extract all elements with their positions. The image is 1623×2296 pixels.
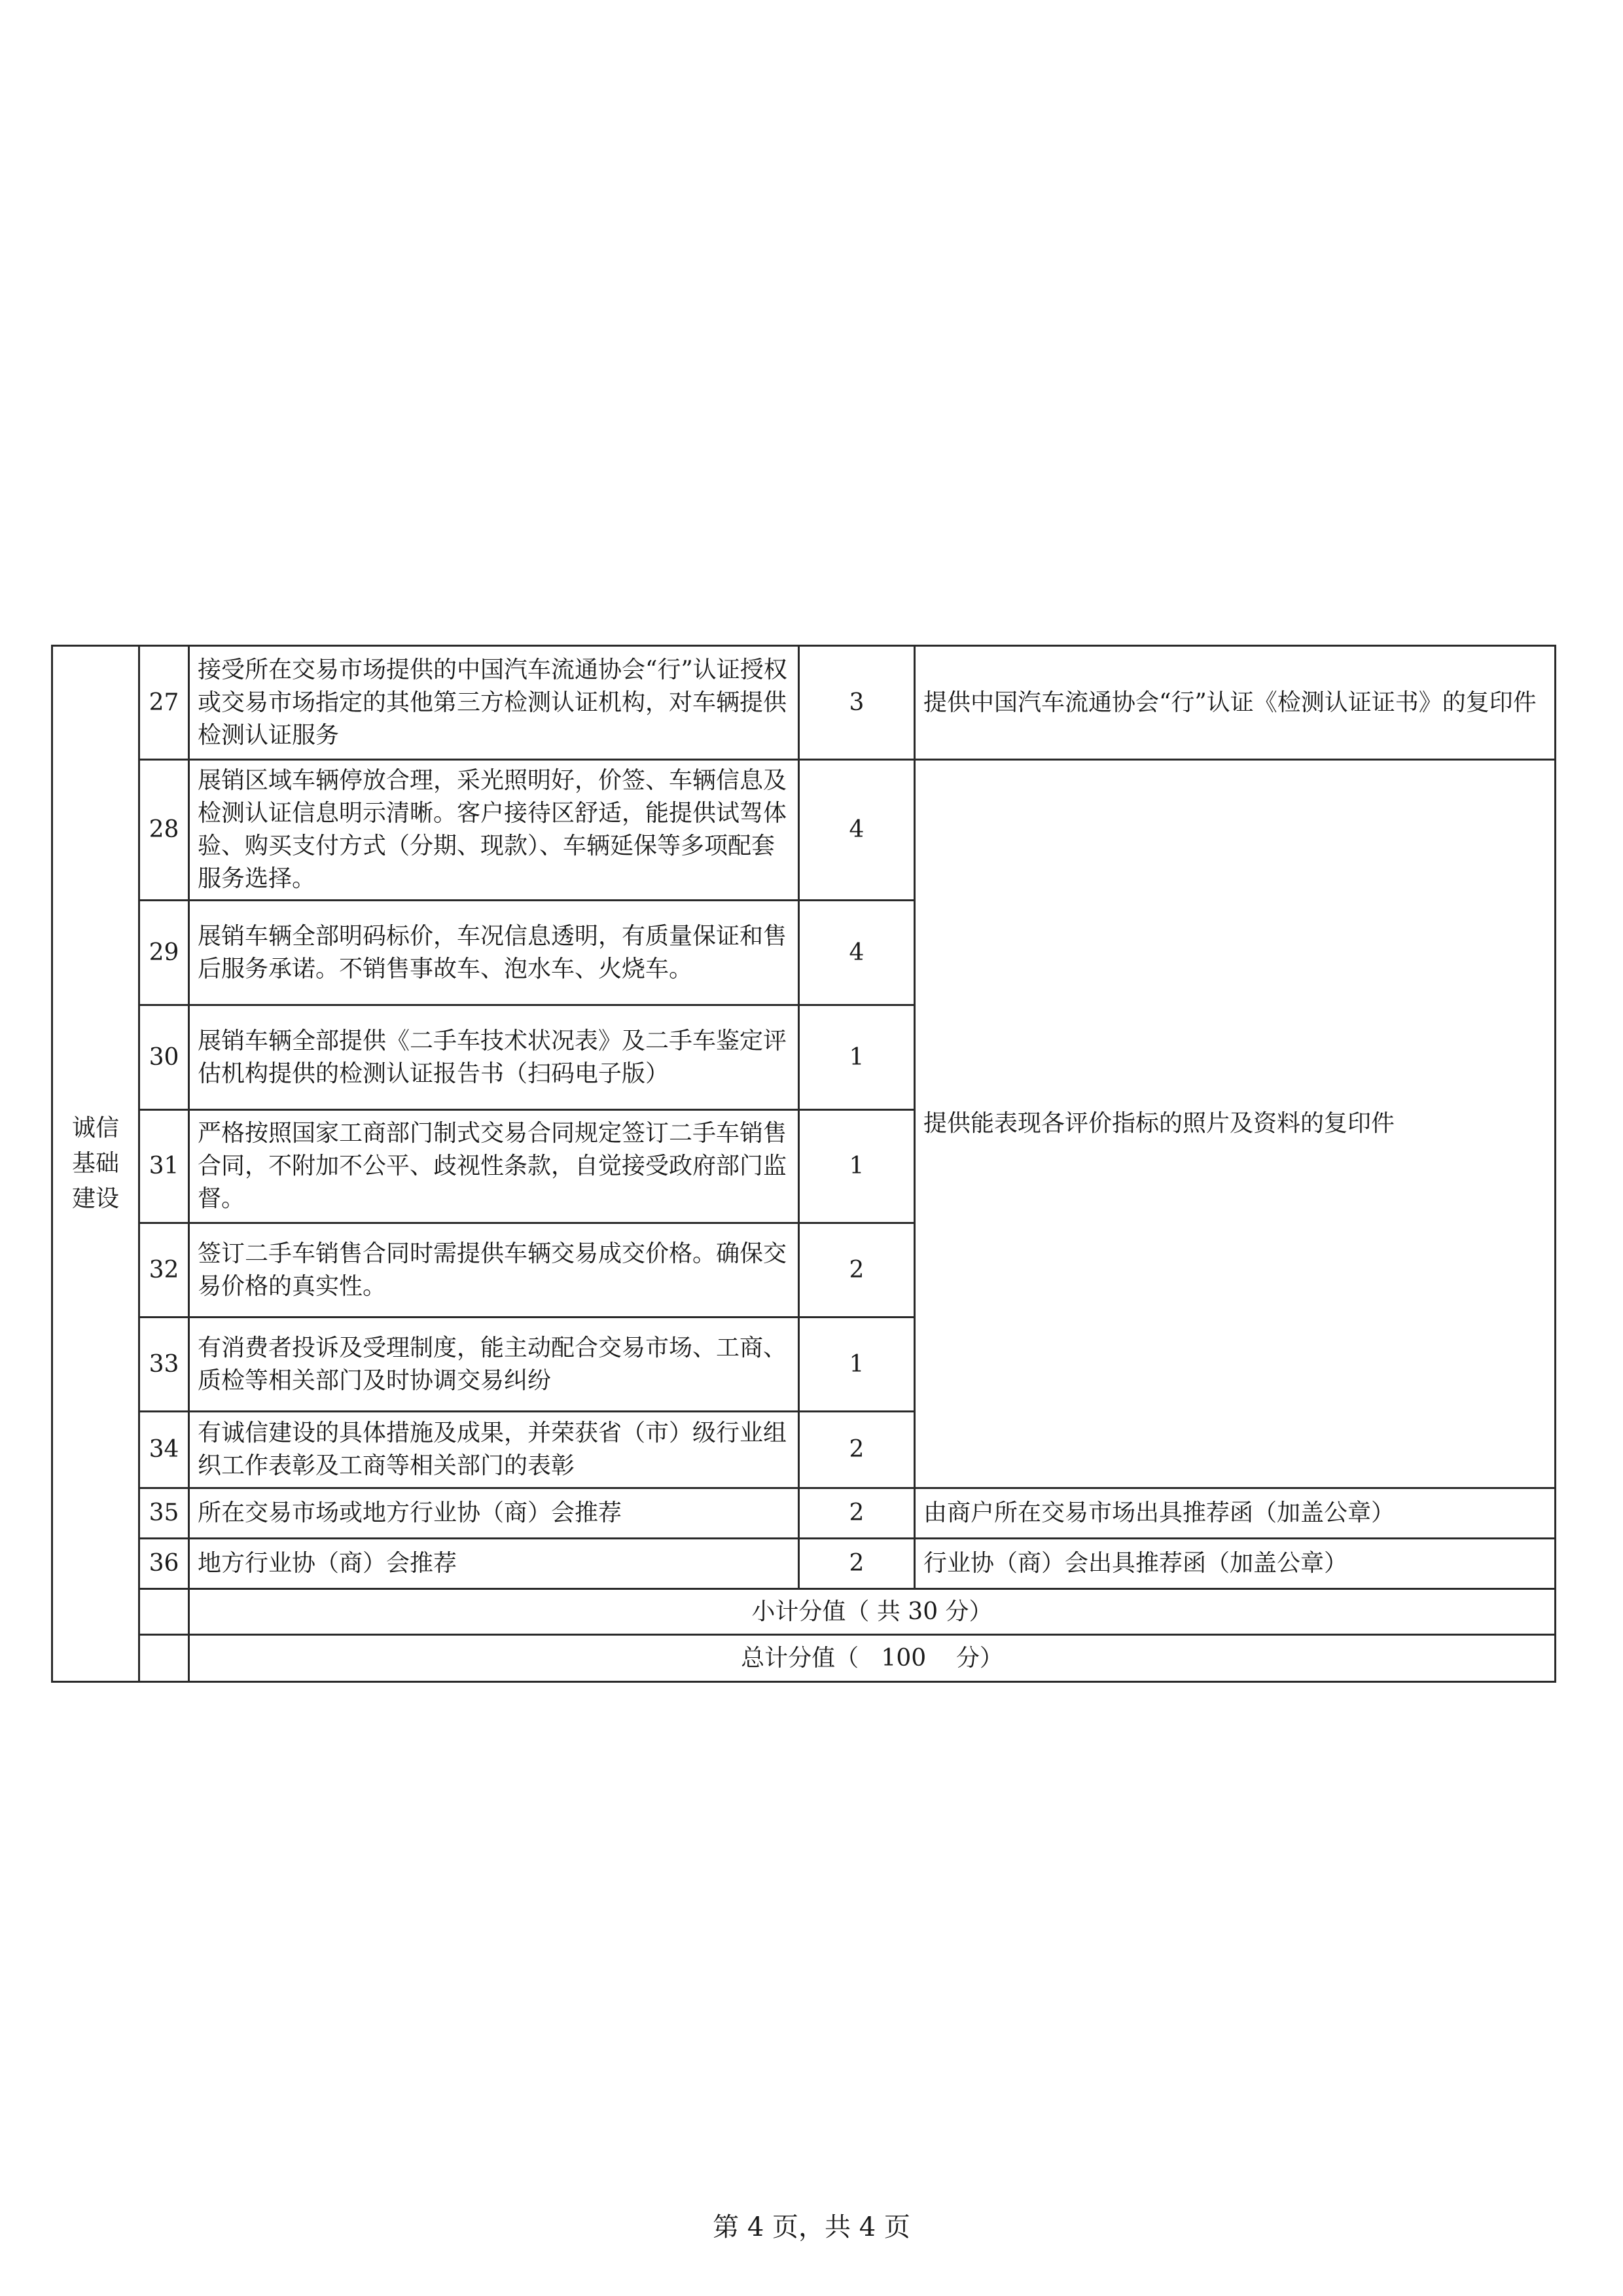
item-content: 严格按照国家工商部门制式交易合同规定签订二手车销售合同，不附加不公平、歧视性条款，自觉接受政府部门监督。 [189,1110,799,1223]
item-score: 4 [799,760,915,901]
page-number: 第 4 页，共 4 页 [713,2212,910,2242]
item-number: 30 [139,1005,189,1110]
evaluation-table [51,645,1556,1683]
item-number: 29 [139,901,189,1005]
item-score: 1 [799,1110,915,1223]
item-requirement: 提供能表现各评价指标的照片及资料的复印件 [915,760,1556,1488]
item-requirement: 由商户所在交易市场出具推荐函（加盖公章） [915,1488,1556,1539]
total-row [52,1635,1556,1682]
item-number: 28 [139,760,189,901]
item-number: 32 [139,1223,189,1318]
item-score: 3 [799,646,915,760]
item-score: 2 [799,1539,915,1589]
subtotal-value: 小计分值（ 共 30 分） [189,1589,1556,1635]
item-number: 35 [139,1488,189,1539]
item-number: 31 [139,1110,189,1223]
item-requirement: 提供中国汽车流通协会“行”认证《检测认证证书》的复印件 [915,646,1556,760]
table-row [52,646,1556,760]
empty-cell [139,1635,189,1682]
item-content: 展销车辆全部明码标价，车况信息透明，有质量保证和售后服务承诺。不销售事故车、泡水车、火烧车。 [189,901,799,1005]
table-row [52,1539,1556,1589]
item-content: 签订二手车销售合同时需提供车辆交易成交价格。确保交易价格的真实性。 [189,1223,799,1318]
item-score: 2 [799,1223,915,1318]
item-score: 2 [799,1412,915,1488]
item-number: 27 [139,646,189,760]
item-content: 所在交易市场或地方行业协（商）会推荐 [189,1488,799,1539]
category-cell [52,646,139,1682]
item-content: 展销区域车辆停放合理，采光照明好，价签、车辆信息及检测认证信息明示清晰。客户接待区舒适，能提供试驾体验、购买支付方式（分期、现款）、车辆延保等多项配套服务选择。 [189,760,799,901]
item-number: 36 [139,1539,189,1589]
item-score: 1 [799,1005,915,1110]
item-content: 地方行业协（商）会推荐 [189,1539,799,1589]
item-content: 接受所在交易市场提供的中国汽车流通协会“行”认证授权或交易市场指定的其他第三方检测认证机构，对车辆提供检测认证服务 [189,646,799,760]
item-score: 1 [799,1318,915,1412]
item-number: 33 [139,1318,189,1412]
item-content: 展销车辆全部提供《二手车技术状况表》及二手车鉴定评估机构提供的检测认证报告书（扫码电子版） [189,1005,799,1110]
item-requirement: 行业协（商）会出具推荐函（加盖公章） [915,1539,1556,1589]
item-number: 34 [139,1412,189,1488]
category-label: 诚信基础建设 [71,1115,119,1212]
total-value: 总计分值（ 100 分） [189,1635,1556,1682]
item-score: 4 [799,901,915,1005]
empty-cell [139,1589,189,1635]
table-row [52,760,1556,901]
item-score: 2 [799,1488,915,1539]
subtotal-row [52,1589,1556,1635]
item-content: 有诚信建设的具体措施及成果，并荣获省（市）级行业组织工作表彰及工商等相关部门的表彰 [189,1412,799,1488]
table-row [52,1488,1556,1539]
item-content: 有消费者投诉及受理制度，能主动配合交易市场、工商、质检等相关部门及时协调交易纠纷 [189,1318,799,1412]
